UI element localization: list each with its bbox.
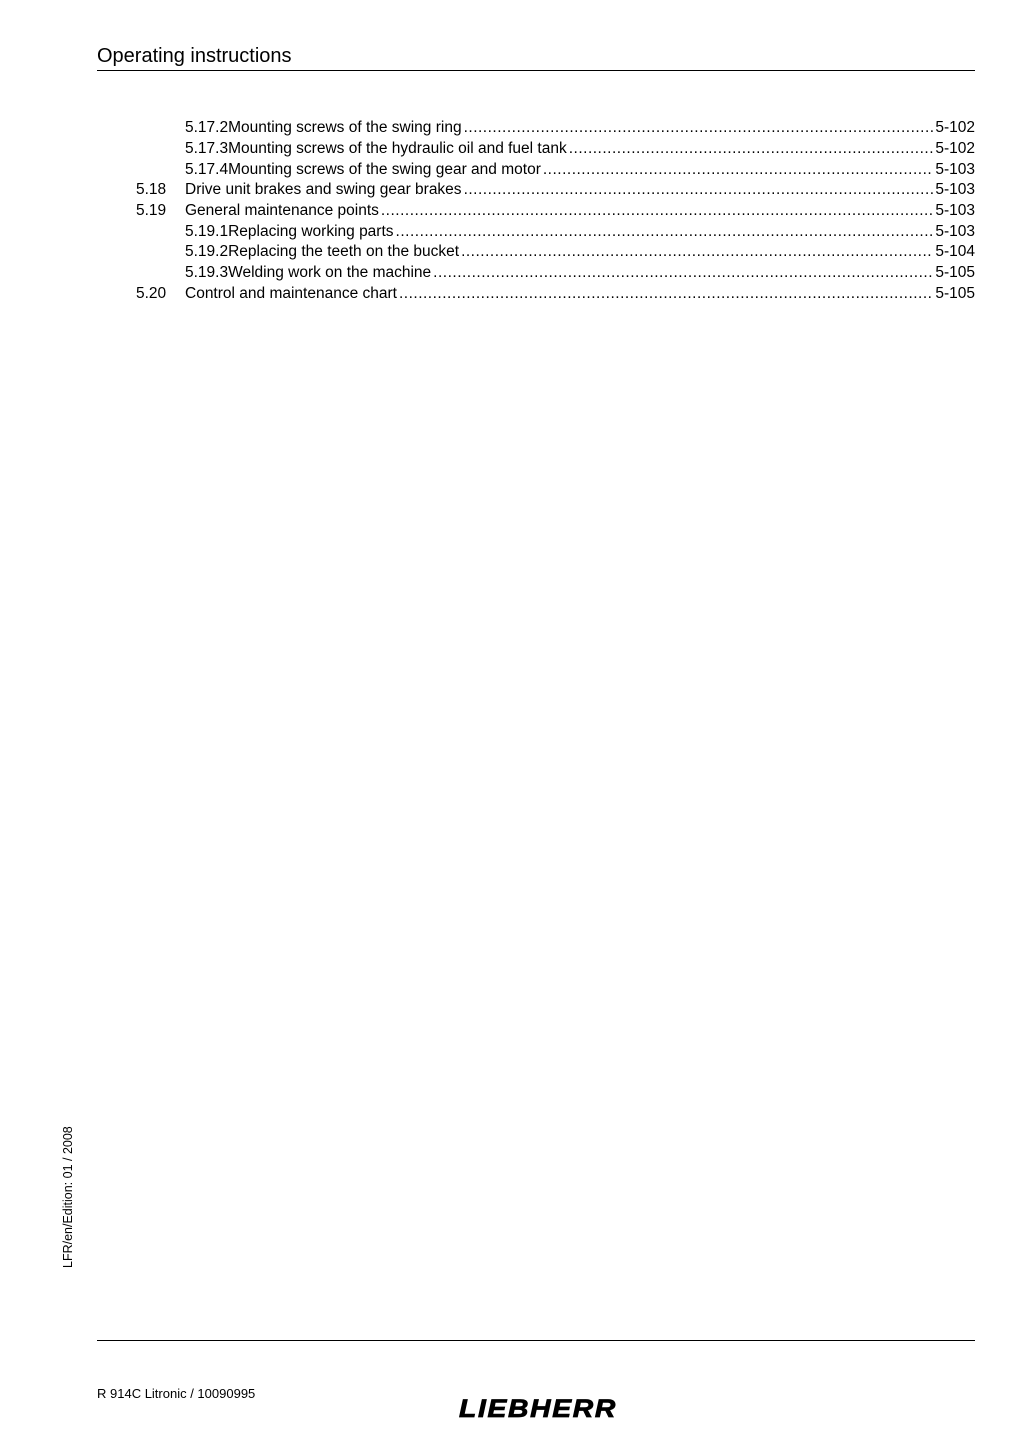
- toc-dot-leader: [461, 242, 933, 262]
- edition-label: LFR/en/Edition: 01 / 2008: [61, 1126, 75, 1268]
- toc-entry-number: 5.20: [136, 285, 167, 302]
- toc-dot-leader: [464, 118, 934, 138]
- toc-entry-number: 5.17.2: [185, 119, 229, 136]
- toc-dot-leader: [396, 222, 934, 242]
- toc-entry-page: 5-103: [935, 161, 975, 178]
- toc-entry-page: 5-102: [935, 119, 975, 136]
- toc-entry-title: Control and maintenance chart: [185, 285, 397, 302]
- toc-entry-page: 5-103: [935, 223, 975, 240]
- toc-entry-page: 5-105: [935, 285, 975, 302]
- logo-text: LIEBHERR: [459, 1395, 617, 1422]
- toc-entry-title: Replacing working parts: [228, 223, 394, 240]
- toc-entry-5-18[interactable]: [136, 180, 975, 200]
- toc-dot-leader: [433, 263, 933, 283]
- toc-entry-title: Mounting screws of the hydraulic oil and fuel tank: [228, 140, 567, 157]
- toc-entry-5-20[interactable]: [136, 284, 975, 304]
- toc-entry-number: 5.17.3: [185, 140, 229, 157]
- liebherr-logo: [458, 1394, 618, 1422]
- toc-entry-page: 5-103: [935, 181, 975, 198]
- toc-entry-5-19[interactable]: [136, 201, 975, 221]
- toc-dot-leader: [399, 284, 933, 304]
- toc-entry-5-17-3[interactable]: [185, 139, 975, 159]
- toc-entry-page: 5-103: [935, 202, 975, 219]
- toc-entry-5-19-1[interactable]: [185, 222, 975, 242]
- toc-entry-number: 5.19.2: [185, 243, 229, 260]
- toc-entry-title: Mounting screws of the swing ring: [228, 119, 462, 136]
- toc-entry-page: 5-105: [935, 264, 975, 281]
- toc-entry-5-17-2[interactable]: [185, 118, 975, 138]
- toc-entry-title: Replacing the teeth on the bucket: [228, 243, 460, 260]
- toc-entry-number: 5.19.3: [185, 264, 229, 281]
- toc-dot-leader: [464, 180, 934, 200]
- toc-entry-page: 5-104: [935, 243, 975, 260]
- toc-entry-title: General maintenance points: [185, 202, 379, 219]
- header-divider: [97, 70, 975, 71]
- toc-entry-number: 5.18: [136, 181, 167, 198]
- toc-dot-leader: [543, 160, 933, 180]
- footer-divider: [97, 1340, 975, 1341]
- page-title: Operating instructions: [97, 45, 292, 67]
- toc-entry-5-17-4[interactable]: [185, 160, 975, 180]
- toc-entry-number: 5.17.4: [185, 161, 229, 178]
- toc-dot-leader: [381, 201, 933, 221]
- toc-entry-title: Mounting screws of the swing gear and motor: [228, 161, 541, 178]
- toc-entry-page: 5-102: [935, 140, 975, 157]
- toc-entry-title: Drive unit brakes and swing gear brakes: [185, 181, 462, 198]
- toc-entry-number: 5.19.1: [185, 223, 229, 240]
- model-label: R 914C Litronic / 10090995: [97, 1386, 256, 1401]
- toc-dot-leader: [569, 139, 934, 159]
- toc-entry-5-19-3[interactable]: [185, 263, 975, 283]
- toc-entry-5-19-2[interactable]: [185, 242, 975, 262]
- toc-entry-title: Welding work on the machine: [228, 264, 432, 281]
- toc-entry-number: 5.19: [136, 202, 167, 219]
